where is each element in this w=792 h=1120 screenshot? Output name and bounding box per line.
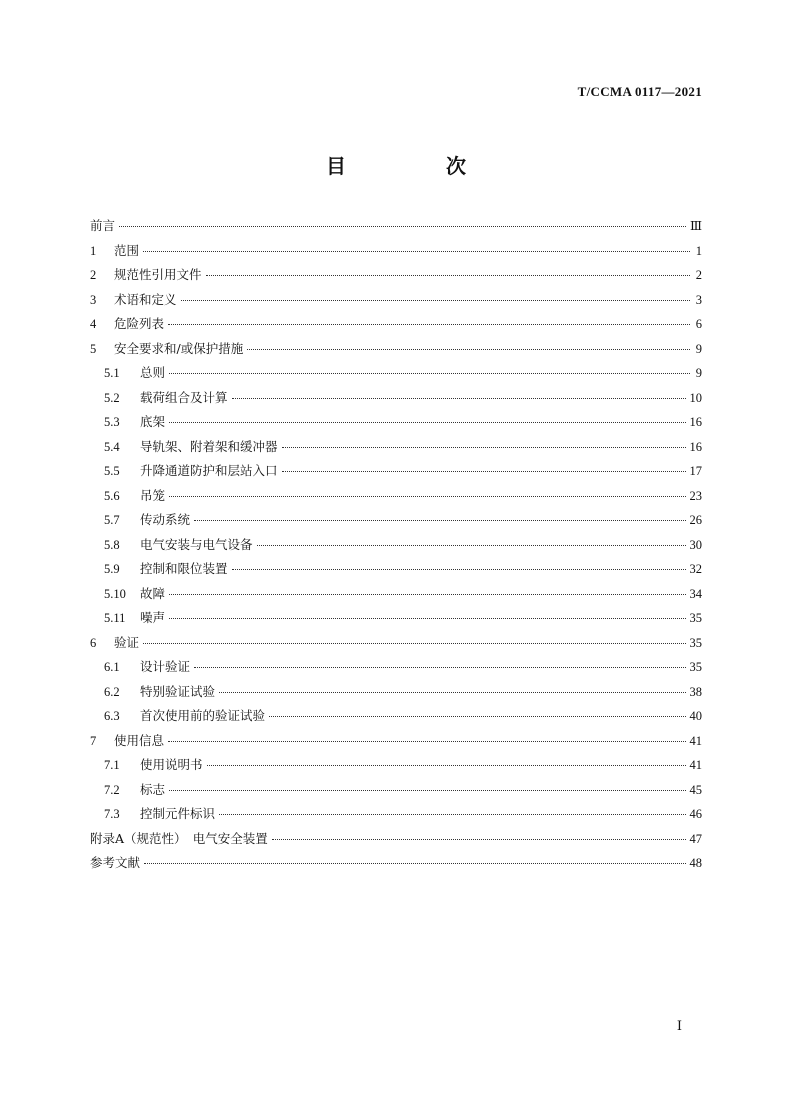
toc-leader-dots — [144, 863, 685, 864]
toc-leader-dots — [219, 692, 685, 693]
toc-entry-number: 4 — [90, 317, 97, 331]
toc-entry[interactable] — [90, 853, 702, 878]
toc-entry-number: 6.2 — [104, 684, 120, 699]
toc-entry-number: 6 — [90, 635, 97, 650]
toc-entry-number: 7.1 — [104, 758, 120, 772]
toc-entry[interactable] — [90, 290, 702, 315]
toc-leader-dots — [219, 814, 685, 815]
toc-entry-number: 6.1 — [104, 660, 120, 674]
toc-entry-page: 34 — [689, 586, 702, 601]
toc-entry-label: 故障 — [140, 585, 166, 601]
toc-entry-number: 5 — [90, 341, 97, 356]
toc-entry[interactable] — [90, 216, 702, 241]
toc-entry-page: 2 — [695, 268, 702, 282]
toc-entry-label: 附录A（规范性） 电气安全装置 — [90, 830, 268, 846]
toc-entry-label: 标志 — [140, 781, 166, 797]
toc-entry-label: 术语和定义 — [114, 291, 177, 307]
toc-entry-number: 5.1 — [104, 366, 120, 380]
toc-entry[interactable] — [90, 412, 702, 437]
toc-entry[interactable] — [90, 608, 702, 633]
toc-entry-page: 35 — [689, 635, 702, 650]
toc-entry-number: 1 — [90, 243, 97, 258]
toc-entry[interactable] — [90, 584, 702, 609]
toc-entry[interactable] — [90, 780, 702, 805]
toc-entry-page: 26 — [689, 513, 702, 527]
toc-entry[interactable] — [90, 559, 702, 584]
toc-entry[interactable] — [90, 829, 702, 854]
toc-entry-number: 6.3 — [104, 709, 120, 723]
toc-leader-dots — [181, 300, 690, 301]
toc-entry-label: 特别验证试验 — [140, 683, 216, 699]
toc-leader-dots — [206, 275, 690, 276]
toc-leader-dots — [232, 398, 686, 399]
toc-entry-number: 5.3 — [104, 415, 120, 429]
toc-entry-page: 32 — [689, 562, 702, 576]
toc-entry-label: 规范性引用文件 — [114, 267, 202, 282]
toc-entry[interactable] — [90, 486, 702, 511]
toc-leader-dots — [119, 226, 686, 227]
page-number: Ⅰ — [676, 1018, 682, 1033]
standard-code: T/CCMA 0117—2021 — [577, 84, 702, 99]
toc-entry-label: 设计验证 — [140, 659, 191, 674]
toc-entry-number: 5.6 — [104, 488, 120, 503]
toc-leader-dots — [194, 667, 685, 668]
toc-entry-label: 前言 — [90, 218, 116, 233]
toc-entry-number: 5.5 — [104, 464, 120, 478]
toc-entry-label: 控制和限位装置 — [140, 561, 228, 576]
toc-leader-dots — [169, 496, 685, 497]
toc-leader-dots — [169, 422, 685, 423]
toc-leader-dots — [168, 741, 685, 742]
toc-entry-label: 噪声 — [140, 610, 166, 625]
toc-entry-page: 35 — [689, 660, 702, 674]
toc-entry-label: 传动系统 — [140, 512, 191, 527]
toc-entry-label: 验证 — [114, 634, 140, 650]
toc-entry-label: 导轨架、附着架和缓冲器 — [140, 438, 278, 454]
toc-entry-page: 46 — [689, 807, 702, 821]
toc-leader-dots — [269, 716, 685, 717]
toc-entry-page: 16 — [689, 439, 702, 454]
toc-leader-dots — [169, 373, 690, 374]
toc-leader-dots — [168, 324, 690, 325]
toc-entry[interactable] — [90, 657, 702, 682]
toc-entry[interactable] — [90, 682, 702, 707]
toc-entry-number: 3 — [90, 292, 97, 307]
toc-entry-page: Ⅲ — [689, 219, 702, 233]
toc-entry-page: 47 — [689, 831, 702, 846]
toc-entry-page: 38 — [689, 684, 702, 699]
toc-entry-label: 电气安装与电气设备 — [140, 536, 253, 552]
toc-leader-dots — [232, 569, 686, 570]
toc-entry-page: 35 — [689, 611, 702, 625]
toc-entry-page: 45 — [689, 782, 702, 797]
toc-entry-label: 首次使用前的验证试验 — [140, 708, 266, 723]
toc-entry-label: 总则 — [140, 365, 166, 380]
toc-entry-number: 5.8 — [104, 537, 120, 552]
toc-entry-label: 使用信息 — [114, 732, 165, 748]
toc-entry-page: 6 — [695, 317, 702, 331]
toc-entry[interactable] — [90, 535, 702, 560]
toc-entry-number: 5.2 — [104, 390, 120, 405]
toc-entry-number: 2 — [90, 268, 97, 282]
toc-entry-page: 1 — [695, 243, 702, 258]
toc-entry-label: 吊笼 — [140, 487, 166, 503]
toc-entry-page: 17 — [689, 464, 702, 478]
page-title: 目 次 — [326, 154, 506, 178]
toc-entry[interactable] — [90, 706, 702, 731]
toc-entry[interactable] — [90, 314, 702, 339]
toc-entry-page: 9 — [695, 366, 702, 380]
toc-entry-page: 30 — [689, 537, 702, 552]
toc-entry[interactable] — [90, 437, 702, 462]
toc-entry[interactable] — [90, 731, 702, 756]
toc-entry[interactable] — [90, 510, 702, 535]
toc-entry[interactable] — [90, 241, 702, 266]
toc-entry-label: 控制元件标识 — [140, 806, 216, 821]
toc-entry-label: 范围 — [114, 242, 140, 258]
toc-entry[interactable] — [90, 804, 702, 829]
toc-entry-number: 5.9 — [104, 562, 120, 576]
toc-entry[interactable] — [90, 265, 702, 290]
toc-entry-page: 10 — [689, 390, 702, 405]
table-of-contents — [90, 216, 702, 878]
toc-leader-dots — [247, 349, 690, 350]
toc-leader-dots — [169, 594, 685, 595]
toc-entry[interactable] — [90, 461, 702, 486]
toc-entry-page: 16 — [689, 415, 702, 429]
toc-entry-label: 底架 — [140, 414, 166, 429]
toc-entry-label: 危险列表 — [114, 316, 165, 331]
toc-entry-page: 9 — [695, 341, 702, 356]
toc-entry-number: 5.10 — [104, 586, 126, 601]
toc-entry[interactable] — [90, 363, 702, 388]
toc-leader-dots — [282, 447, 686, 448]
toc-entry-label: 载荷组合及计算 — [140, 389, 228, 405]
toc-entry-page: 23 — [689, 488, 702, 503]
toc-leader-dots — [194, 520, 685, 521]
toc-leader-dots — [143, 251, 690, 252]
toc-entry-number: 5.11 — [104, 611, 126, 625]
toc-leader-dots — [143, 643, 685, 644]
toc-entry-page: 40 — [689, 709, 702, 723]
toc-leader-dots — [169, 790, 685, 791]
toc-entry-page: 41 — [689, 758, 702, 772]
toc-entry-number: 5.4 — [104, 439, 120, 454]
toc-entry-number: 5.7 — [104, 513, 120, 527]
toc-leader-dots — [169, 618, 685, 619]
toc-entry-label: 使用说明书 — [140, 757, 203, 772]
toc-entry-label: 参考文献 — [90, 855, 141, 870]
toc-leader-dots — [207, 765, 686, 766]
toc-entry-number: 7.3 — [104, 807, 120, 821]
toc-entry[interactable] — [90, 633, 702, 658]
toc-entry-page: 48 — [689, 856, 702, 870]
toc-entry-number: 7 — [90, 733, 97, 748]
toc-entry-page: 3 — [695, 292, 702, 307]
toc-entry-label: 安全要求和/或保护措施 — [114, 340, 244, 356]
toc-leader-dots — [282, 471, 686, 472]
toc-entry[interactable] — [90, 339, 702, 364]
toc-entry-page: 41 — [689, 733, 702, 748]
toc-entry[interactable] — [90, 755, 702, 780]
toc-entry[interactable] — [90, 388, 702, 413]
toc-leader-dots — [257, 545, 686, 546]
toc-entry-label: 升降通道防护和层站入口 — [140, 463, 278, 478]
toc-entry-number: 7.2 — [104, 782, 120, 797]
toc-leader-dots — [272, 839, 686, 840]
